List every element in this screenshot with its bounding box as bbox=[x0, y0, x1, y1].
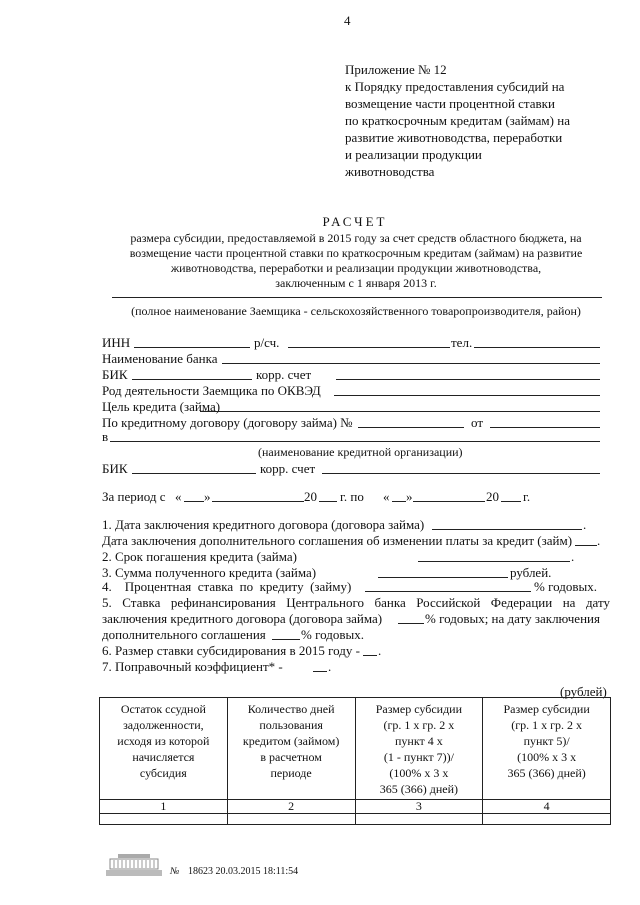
bik-line bbox=[132, 379, 252, 380]
period-open-quote: « bbox=[383, 489, 390, 504]
agreement-date-line bbox=[490, 427, 600, 428]
item-4-line bbox=[365, 591, 531, 592]
table-cell bbox=[355, 814, 483, 825]
subtitle-line: животноводства, переработки и реализации продукции животноводства, bbox=[170, 261, 542, 275]
period-day2-line bbox=[392, 501, 406, 502]
page-number: 4 bbox=[344, 13, 351, 28]
credit-purpose-line bbox=[200, 411, 600, 412]
item-3-line bbox=[378, 577, 508, 578]
item-6: 6. Размер ставки субсидирования в 2015 году - bbox=[102, 643, 360, 658]
account-label: р/сч. bbox=[254, 335, 280, 350]
period-month2-line bbox=[413, 501, 485, 502]
corr-account2-label: корр. счет bbox=[260, 461, 316, 476]
in-label: в bbox=[102, 429, 109, 444]
item-5-line-1: 5. Ставка рефинансирования Центрального банка Российской Федерации на дату bbox=[102, 595, 610, 610]
appendix-line: по краткосрочным кредитам (займам) на bbox=[345, 113, 570, 128]
phone-label: тел. bbox=[451, 335, 473, 350]
bank-name-line bbox=[222, 363, 600, 364]
appendix-line: возмещение части процентной ставки bbox=[345, 96, 555, 111]
borrower-name-line bbox=[112, 297, 602, 298]
period-year-line bbox=[319, 501, 337, 502]
document-title: РАСЧЕТ bbox=[322, 214, 388, 229]
item-dot: . bbox=[597, 533, 601, 548]
appendix-line: к Порядку предоставления субсидий на bbox=[345, 79, 565, 94]
table-cell bbox=[227, 814, 355, 825]
item-7: 7. Поправочный коэффициент* - bbox=[102, 659, 283, 674]
table-header-cell: Остаток ссудной задолженности, исходя из которой начисляется субсидия bbox=[100, 698, 228, 800]
phone-line bbox=[474, 347, 600, 348]
period-day-line bbox=[184, 501, 204, 502]
bik2-line bbox=[132, 473, 256, 474]
period-open-quote: « bbox=[175, 489, 182, 504]
item-5-rate2-line bbox=[272, 639, 300, 640]
from-label: от bbox=[471, 415, 484, 430]
period-close-quote: » bbox=[406, 489, 413, 504]
okved-label: Род деятельности Заемщика по ОКВЭД bbox=[102, 383, 321, 398]
bik2-label: БИК bbox=[102, 461, 128, 476]
period-to-label: г. по bbox=[340, 489, 364, 504]
agreement-number-line bbox=[358, 427, 464, 428]
column-number: 4 bbox=[483, 800, 611, 814]
period-month-line bbox=[212, 501, 304, 502]
appendix-line: животноводства bbox=[345, 164, 435, 179]
subtitle-line: возмещение части процентной ставки по краткосрочным кредитам (займам) на развитие bbox=[129, 246, 583, 260]
inn-label: ИНН bbox=[102, 335, 131, 350]
corr-account-line bbox=[336, 379, 600, 380]
table-header-row bbox=[100, 698, 611, 800]
period-label: За период с bbox=[102, 489, 166, 504]
subtitle-line: заключенным с 1 января 2013 г. bbox=[275, 276, 437, 290]
item-5-line-3b: % годовых. bbox=[301, 627, 364, 642]
table-header-cell: Количество дней пользования кредитом (займом) в расчетном периоде bbox=[227, 698, 355, 800]
item-5-rate-line bbox=[398, 623, 424, 624]
item-dot: . bbox=[378, 643, 382, 658]
subsidy-table bbox=[99, 697, 611, 825]
period-year2-line bbox=[501, 501, 521, 502]
period-year-prefix: 20 bbox=[304, 489, 317, 504]
credit-purpose-label: Цель кредита (займа) bbox=[102, 399, 221, 414]
item-5-line-2b: % годовых; на дату заключения bbox=[425, 611, 600, 626]
period-year-suffix: г. bbox=[523, 489, 531, 504]
period-close-quote: » bbox=[204, 489, 211, 504]
column-number: 3 bbox=[355, 800, 483, 814]
subtitle-line: размера субсидии, предоставляемой в 2015 году за счет средств областного бюджета, на bbox=[130, 231, 582, 245]
appendix-line: развитие животноводства, переработки bbox=[345, 130, 563, 145]
item-3: 3. Сумма полученного кредита (займа) bbox=[102, 565, 317, 580]
appendix-title: Приложение № 12 bbox=[345, 62, 447, 77]
account-line bbox=[288, 347, 450, 348]
table-header-cell: Размер субсидии (гр. 1 х гр. 2 х пункт 5)/ (100% х 3 х 365 (366) дней) bbox=[483, 698, 611, 800]
item-dot: . bbox=[571, 549, 575, 564]
item-5-line-3a: дополнительного соглашения bbox=[102, 627, 266, 642]
item-4-unit: % годовых. bbox=[534, 579, 597, 594]
credit-org-caption: (наименование кредитной организации) bbox=[258, 445, 463, 459]
unit-label: (рублей) bbox=[560, 684, 607, 699]
borrower-caption: (полное наименование Заемщика - сельскохозяйственного товаропроизводителя, район) bbox=[131, 304, 581, 318]
item-dot: . bbox=[328, 659, 332, 674]
okved-line bbox=[334, 395, 600, 396]
item-2-line bbox=[418, 561, 570, 562]
item-6-line bbox=[363, 655, 377, 656]
bik-label: БИК bbox=[102, 367, 128, 382]
item-3-unit: рублей. bbox=[510, 565, 552, 580]
column-number: 2 bbox=[227, 800, 355, 814]
table-header-cell: Размер субсидии (гр. 1 х гр. 2 х пункт 4 х (1 - пункт 7))/ (100% х 3 х 365 (366) дней) bbox=[355, 698, 483, 800]
table-number-row bbox=[100, 800, 611, 814]
item-7-line bbox=[313, 671, 327, 672]
inn-line bbox=[134, 347, 250, 348]
item-dot: . bbox=[583, 517, 587, 532]
column-number: 1 bbox=[100, 800, 228, 814]
credit-agreement-label: По кредитному договору (договору займа) № bbox=[102, 415, 353, 430]
item-1-line bbox=[432, 529, 582, 530]
appendix-line: и реализации продукции bbox=[345, 147, 482, 162]
item-2: 2. Срок погашения кредита (займа) bbox=[102, 549, 297, 564]
registry-stamp-logo bbox=[104, 853, 164, 884]
corr-account2-line bbox=[322, 473, 600, 474]
credit-org-line bbox=[110, 441, 600, 442]
item-5-line-2a: заключения кредитного договора (договора займа) bbox=[102, 611, 383, 626]
table-cell bbox=[483, 814, 611, 825]
registry-number-sign: № bbox=[170, 866, 180, 877]
table-cell bbox=[100, 814, 228, 825]
table-row bbox=[100, 814, 611, 825]
item-4: 4. Процентная ставка по кредиту (займу) bbox=[102, 579, 352, 594]
item-1: 1. Дата заключения кредитного договора (договора займа) bbox=[102, 517, 425, 532]
corr-account-label: корр. счет bbox=[256, 367, 312, 382]
item-addendum: Дата заключения дополнительного соглашения об изменении платы за кредит (займ) bbox=[102, 533, 573, 548]
bank-name-label: Наименование банка bbox=[102, 351, 218, 366]
period-year-prefix: 20 bbox=[486, 489, 499, 504]
item-addendum-line bbox=[575, 545, 597, 546]
registry-stamp-text: 18623 20.03.2015 18:11:54 bbox=[188, 866, 299, 877]
